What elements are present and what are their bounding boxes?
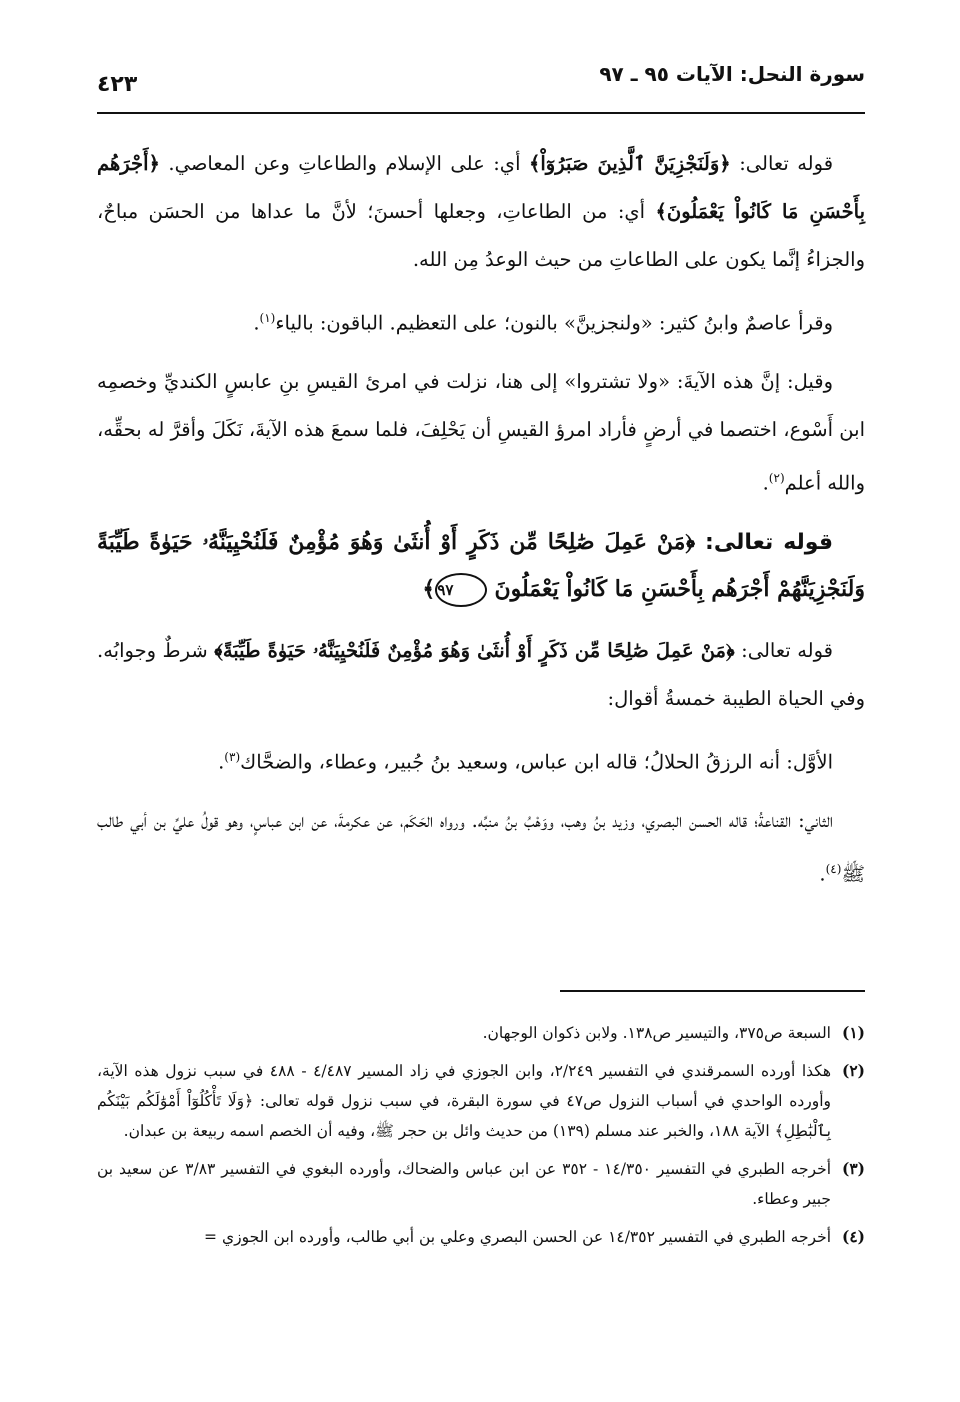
- paragraph: وقرأ عاصمٌ وابنُ كثير: «ولنجزينَّ» بالنون؛ على التعظيم. الباقون: بالياء$^{(١)}$.: [253, 311, 833, 335]
- paragraph: الثاني: القناعةُ؛ قاله الحسن البصري، وزيد بنُ وهب، ووَهْبُ بنُ منبِّه. ورواه الحَكَم، عن عكرمةَ، عن ابن عباسٍ، وهو قولُ عليِّ بن أبي طالب ﷺ$^{(٤)}$.: [97, 808, 865, 885]
- footnote-text: السبعة ص٣٧٥، والتيسير ص١٣٨. ولابن ذكوان الوجهان.: [482, 1024, 831, 1042]
- paragraph-text: الثاني: القناعةُ؛ قاله الحسن البصري، وزيد بنُ وهب، ووَهْبُ بنُ منبِّه. ورواه الحَكَم، عن عكرمةَ، عن ابن عباسٍ، وهو قولُ عليِّ بن أبي طالب ﷺ: [97, 808, 865, 885]
- paragraph-text: أي: من الطاعاتِ، وجعلها أحسنَ؛ لأنَّ ما عداها من الحسَن مباحٌ، والجزاءُ إنَّما يكون على الطاعاتِ من حيث الوعدُ مِن الله.: [97, 200, 865, 271]
- footnote-divider: [560, 990, 865, 992]
- paragraph-text: الأوَّل: أنه الرزقُ الحلالُ؛ قاله ابن عباس، وسعيد بنُ جُبير، وعطاء، والضحَّاك: [240, 750, 833, 774]
- footnote-text: أخرجه الطبري في التفسير ١٤/٣٥٢ عن الحسن البصري وعلي بن أبي طالب، وأورده ابن الجوزي =: [204, 1228, 831, 1246]
- paragraph-text: شرطٌ وجوابُه. وفي الحياة الطيبة خمسةُ أقوال:: [97, 639, 865, 710]
- footnote: [97, 1056, 865, 1146]
- footnotes: [97, 1018, 865, 1260]
- quran-verse: ﴿مَنْ عَمِلَ صَٰلِحًا مِّن ذَكَرٍ أَوْ أُنثَىٰ وَهُوَ مُؤْمِنٌ فَلَنُحْيِيَنَّهُۥ حَيَوٰةً طَيِّبَةً وَلَنَجْزِيَنَّهُمْ أَجْرَهُم بِأَحْسَنِ مَا كَانُواْ يَعْمَلُونَ: [97, 529, 865, 602]
- verse-heading: [97, 519, 865, 613]
- paragraph: [97, 140, 865, 284]
- verse-lead: قوله تعالى:: [695, 530, 834, 555]
- footnote: [97, 1018, 865, 1048]
- paragraph-lead: قوله تعالى:: [734, 639, 833, 662]
- paragraph: الأوَّل: أنه الرزقُ الحلالُ؛ قاله ابن عباس، وسعيد بنُ جُبير، وعطاء، والضحَّاك$^{(٣)}$.: [218, 750, 833, 774]
- footnote-text: أخرجه الطبري في التفسير ١٤/٣٥٠ - ٣٥٢ عن ابن عباس والضحاك، وأورده البغوي في التفسير ٣/٨٣ عن سعيد بن جبير وعطاء.: [97, 1160, 832, 1208]
- quran-bracket: ﴾: [422, 576, 436, 602]
- quran-quote: ﴿أَجْرَهُم بِأَحْسَنِ مَا كَانُواْ يَعْمَلُونَ﴾: [97, 152, 865, 223]
- quran-quote: ﴿مَنْ عَمِلَ صَٰلِحًا مِّن ذَكَرٍ أَوْ أُنثَىٰ وَهُوَ مُؤْمِنٌ فَلَنُحْيِيَنَّهُۥ حَيَوٰةً طَيِّبَةً﴾: [214, 639, 735, 662]
- page-number: ٤٢٣: [97, 72, 138, 97]
- paragraph-lead: قوله تعالى:: [730, 152, 834, 175]
- quran-quote: ﴿وَلَنَجْزِيَنَّ ٱلَّذِينَ صَبَرُوٓاْ﴾: [528, 152, 731, 175]
- footnote-number: (١): [841, 1023, 865, 1042]
- footnote-number: (٢): [841, 1061, 865, 1080]
- paragraph: وقيل: إنَّ هذه الآيةَ: «ولا تشتروا» إلى هنا، نزلت في امرئ القيسِ بنِ عابسٍ الكنديِّ وخصمِه ابن أَسْوع، اختصما في أرضٍ فأراد امرؤ القيسِ أن يَحْلِفَ، فلما سمعَ هذه الآيةَ، نَكَلَ وأقرَّ له بحقِّه، والله أعلم$^{(٢)}$.: [97, 369, 865, 494]
- footnote-ref: (٢): [768, 470, 785, 485]
- paragraph-text: أي: على الإسلام والطاعاتِ وعن المعاصي.: [159, 152, 529, 175]
- main-text: [97, 140, 865, 908]
- verse-number-icon: ٩٧: [435, 573, 487, 607]
- footnote-text: هكذا أورده السمرقندي في التفسير ٢/٢٤٩، وابن الجوزي في زاد المسير ٤/٤٨٧ - ٤٨٨ في سبب نزول هذه الآية، وأورده الواحدي في أسباب النزول ص٤٧ في سورة البقرة، في سبب نزول قوله تعالى: ﴿وَلَا تَأْكُلُوٓاْ أَمْوَٰلَكُم بَيْنَكُم بِٱلْبَٰطِلِ﴾ الآية ١٨٨، والخبر عند مسلم (١٣٩) من حديث وائل بن حجر ﷺ، وفيه أن الخصم اسمه ربيعة بن عبدان.: [97, 1062, 831, 1140]
- page-header: [97, 56, 865, 114]
- paragraph-text: وقرأ عاصمٌ وابنُ كثير: «ولنجزينَّ» بالنون؛ على التعظيم. الباقون: بالياء: [275, 311, 833, 335]
- running-title: سورة النحل: الآيات ٩٥ ـ ٩٧: [599, 62, 865, 86]
- footnote-ref: (٤): [825, 861, 842, 876]
- footnote-ref: (١): [259, 311, 276, 325]
- footnote-number: (٣): [841, 1159, 865, 1178]
- paragraph: [97, 627, 865, 723]
- footnote: [97, 1222, 865, 1252]
- paragraph-text: وقيل: إنَّ هذه الآيةَ: «ولا تشتروا» إلى هنا، نزلت في امرئ القيسِ بنِ عابسٍ الكنديِّ وخصمِه ابن أَسْوع، اختصما في أرضٍ فأراد امرؤ القيسِ أن يَحْلِفَ، فلما سمعَ هذه الآيةَ، نَكَلَ وأقرَّ له بحقِّه، والله أعلم: [97, 369, 865, 494]
- footnote-number: (٤): [841, 1227, 865, 1246]
- footnote-ref: (٣): [224, 750, 241, 764]
- footnote: [97, 1154, 865, 1214]
